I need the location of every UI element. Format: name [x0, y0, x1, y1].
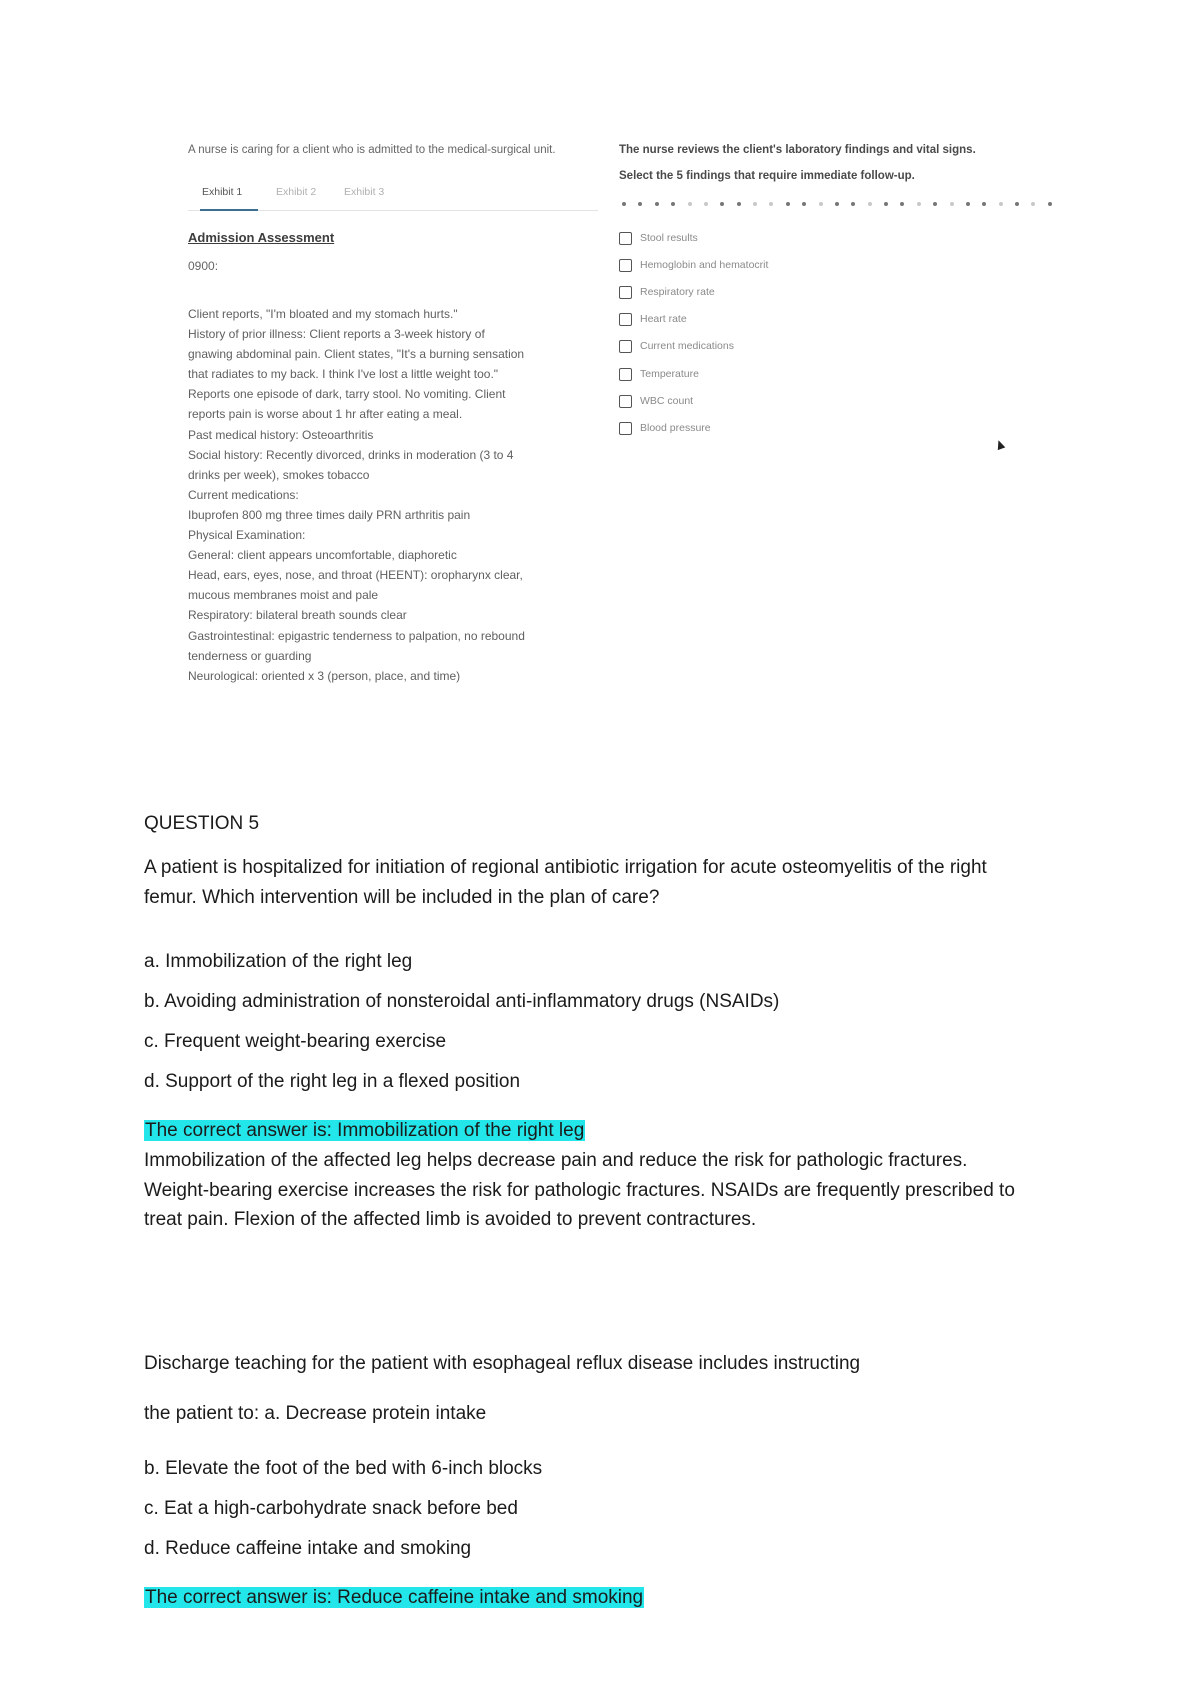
progress-dot — [917, 202, 921, 206]
question-5-stem: A patient is hospitalized for initiation of regional antibiotic irrigation for acute osteomyelitis of the right — [144, 857, 987, 878]
option-heart-rate[interactable] — [619, 311, 687, 327]
progress-dot — [786, 202, 790, 206]
note-line: Reports one episode of dark, tarry stool. No vomiting. Client — [188, 387, 506, 402]
note-line: Ibuprofen 800 mg three times daily PRN arthritis pain — [188, 507, 471, 522]
answer-highlight: The correct answer is: Reduce caffeine intake and smoking — [145, 1587, 644, 1608]
progress-dot — [622, 202, 626, 206]
option-label: Stool results — [640, 232, 698, 244]
checkbox[interactable] — [619, 232, 632, 245]
progress-dot — [671, 202, 675, 206]
checkbox[interactable] — [619, 259, 632, 272]
progress-dot — [982, 202, 986, 206]
checkbox[interactable] — [619, 395, 632, 408]
progress-dot — [950, 202, 954, 206]
option-temperature[interactable] — [619, 366, 699, 382]
q5-option-d: d. Support of the right leg in a flexed position — [144, 1071, 521, 1092]
q5-option-b: b. Avoiding administration of nonsteroidal anti-inflammatory drugs (NSAIDs) — [144, 991, 780, 1012]
admission-notes — [188, 304, 598, 686]
progress-dot — [1031, 202, 1035, 206]
note-line: Social history: Recently divorced, drinks in moderation (3 to 4 — [188, 447, 514, 462]
answer-highlight: The correct answer is: Immobilization of the right leg — [145, 1120, 585, 1141]
note-line: Head, ears, eyes, nose, and throat (HEENT): oropharynx clear, — [188, 568, 523, 583]
note-line: Current medications: — [188, 487, 299, 502]
progress-dot — [1015, 202, 1019, 206]
option-respiratory-rate[interactable] — [619, 284, 715, 300]
q5-answer — [144, 1116, 585, 1146]
tab-exhibit-2[interactable]: Exhibit 2 — [276, 186, 317, 198]
option-label: Temperature — [640, 368, 699, 380]
progress-dot — [819, 202, 823, 206]
question-prompt: The nurse reviews the client's laboratory findings and vital signs. — [619, 144, 976, 156]
progress-dot — [802, 202, 806, 206]
checkbox[interactable] — [619, 313, 632, 326]
progress-dot — [704, 202, 708, 206]
question-5-stem-cont: femur. Which intervention will be included in the plan of care? — [144, 887, 660, 908]
note-line: that radiates to my back. I think I've lost a little weight too." — [188, 367, 499, 382]
question-6-stem-cont: the patient to: a. Decrease protein intake — [144, 1403, 487, 1424]
progress-dot — [737, 202, 741, 206]
note-line: Gastrointestinal: epigastric tenderness to palpation, no rebound — [188, 628, 525, 643]
option-blood-pressure[interactable] — [619, 420, 711, 436]
progress-dot — [720, 202, 724, 206]
q5-rationale-line: treat pain. Flexion of the affected limb is avoided to prevent contractures. — [144, 1209, 757, 1230]
checkbox[interactable] — [619, 422, 632, 435]
q6-option-c: c. Eat a high-carbohydrate snack before bed — [144, 1498, 518, 1519]
q5-option-c: c. Frequent weight-bearing exercise — [144, 1031, 447, 1052]
question-6-stem: Discharge teaching for the patient with esophageal reflux disease includes instructing — [144, 1353, 861, 1374]
note-line: Past medical history: Osteoarthritis — [188, 427, 374, 442]
progress-dot — [769, 202, 773, 206]
note-line: reports pain is worse about 1 hr after eating a meal. — [188, 407, 463, 422]
note-line: gnawing abdominal pain. Client states, "It's a burning sensation — [188, 347, 525, 362]
exam-screenshot — [180, 136, 1060, 696]
q5-rationale-line: Weight-bearing exercise increases the risk for pathologic fractures. NSAIDs are frequently prescribed to — [144, 1180, 1015, 1201]
note-line: tenderness or guarding — [188, 648, 312, 663]
option-label: Heart rate — [640, 313, 687, 325]
option-label: Hemoglobin and hematocrit — [640, 259, 769, 271]
checkbox[interactable] — [619, 340, 632, 353]
progress-dot — [868, 202, 872, 206]
option-label: WBC count — [640, 395, 694, 407]
progress-dot — [966, 202, 970, 206]
progress-dot — [638, 202, 642, 206]
progress-dot — [884, 202, 888, 206]
option-label: Respiratory rate — [640, 286, 715, 298]
progress-dot — [933, 202, 937, 206]
admission-assessment-title: Admission Assessment — [188, 230, 335, 245]
assessment-time: 0900: — [188, 259, 219, 273]
question-5-heading: QUESTION 5 — [144, 813, 260, 834]
note-line: Respiratory: bilateral breath sounds clear — [188, 608, 407, 623]
option-label: Blood pressure — [640, 422, 711, 434]
note-line: drinks per week), smokes tobacco — [188, 467, 370, 482]
note-line: General: client appears uncomfortable, diaphoretic — [188, 548, 457, 563]
q5-option-a: a. Immobilization of the right leg — [144, 951, 413, 972]
progress-dot — [688, 202, 692, 206]
option-hemoglobin-hematocrit[interactable] — [619, 257, 768, 273]
mouse-cursor-icon — [995, 439, 1006, 450]
progress-dot — [753, 202, 757, 206]
note-line: Client reports, "I'm bloated and my stomach hurts." — [188, 307, 458, 321]
progress-dot — [900, 202, 904, 206]
progress-dot — [851, 202, 855, 206]
q5-rationale-line: Immobilization of the affected leg helps decrease pain and reduce the risk for pathologic fractures. — [144, 1150, 968, 1171]
question-instruction: Select the 5 findings that require immediate follow-up. — [619, 170, 915, 182]
checkbox[interactable] — [619, 368, 632, 381]
progress-dots — [622, 200, 1052, 208]
q6-answer — [144, 1583, 644, 1613]
progress-dot — [655, 202, 659, 206]
progress-dot — [1048, 202, 1052, 206]
q6-option-b: b. Elevate the foot of the bed with 6-inch blocks — [144, 1458, 543, 1479]
active-tab-indicator — [200, 209, 258, 211]
case-stem: A nurse is caring for a client who is admitted to the medical-surgical unit. — [188, 144, 556, 156]
tab-exhibit-3[interactable]: Exhibit 3 — [344, 186, 385, 198]
option-stool-results[interactable] — [619, 230, 698, 246]
q6-option-d: d. Reduce caffeine intake and smoking — [144, 1538, 472, 1559]
progress-dot — [835, 202, 839, 206]
note-line: mucous membranes moist and pale — [188, 588, 379, 603]
note-line: Physical Examination: — [188, 528, 306, 543]
option-label: Current medications — [640, 340, 734, 352]
note-line: History of prior illness: Client reports a 3-week history of — [188, 327, 485, 342]
option-wbc-count[interactable] — [619, 393, 693, 409]
progress-dot — [999, 202, 1003, 206]
exhibit-tabs — [188, 176, 598, 211]
option-current-medications[interactable] — [619, 338, 734, 354]
tab-exhibit-1[interactable]: Exhibit 1 — [202, 186, 243, 198]
checkbox[interactable] — [619, 286, 632, 299]
note-line: Neurological: oriented x 3 (person, place, and time) — [188, 668, 461, 683]
